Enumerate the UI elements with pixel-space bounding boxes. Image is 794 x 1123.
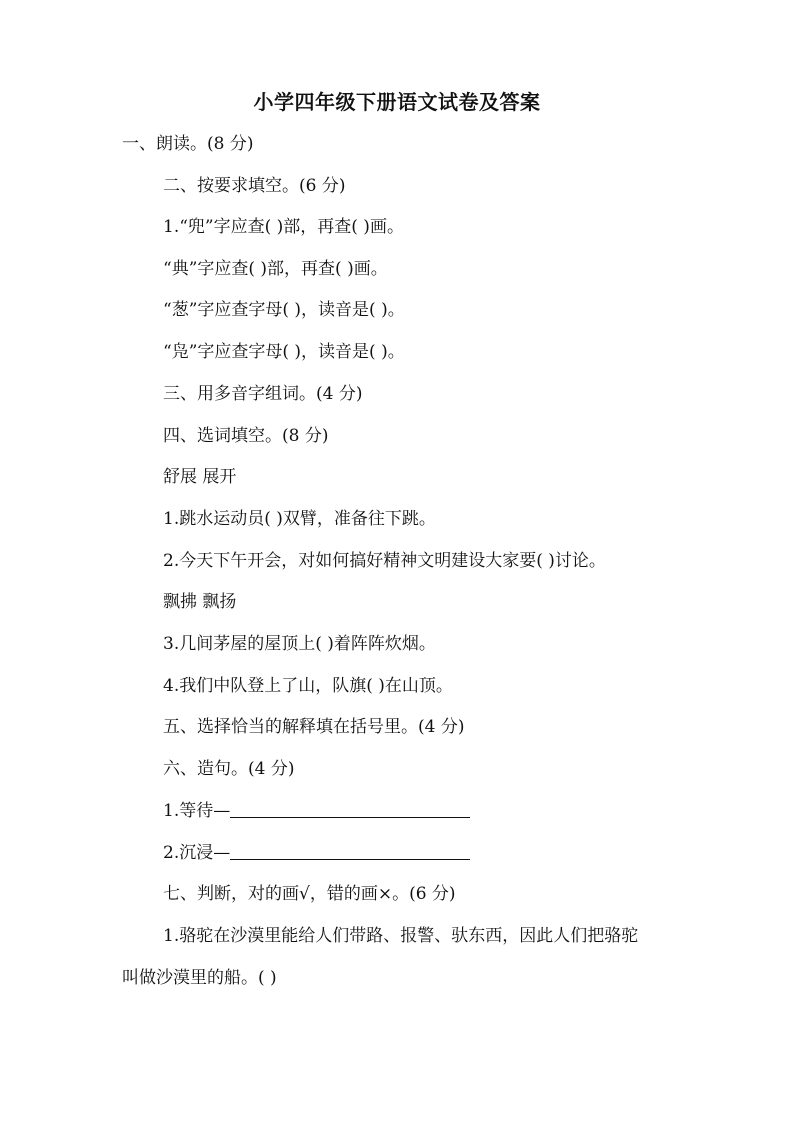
question-6-1 [163,799,470,823]
question-7-1: 1.骆驼在沙漠里能给人们带路、报警、驮东西，因此人们把骆驼 [163,926,639,946]
section-5-explanations: 五、选择恰当的解释填在括号里。(4 分) [163,717,465,737]
section-6-sentences: 六、造句。(4 分) [163,759,295,779]
word-options-1: 舒展 展开 [163,467,237,487]
word-options-2: 飘拂 飘扬 [163,592,237,612]
section-2-fill-in: 二、按要求填空。(6 分) [163,176,346,196]
page-title: 小学四年级下册语文试卷及答案 [253,90,541,114]
question-6-2 [163,841,470,865]
question-4-1: 1.跳水运动员( )双臂，准备往下跳。 [163,509,436,529]
section-4-word-choice: 四、选词填空。(8 分) [163,426,329,446]
question-2-4: “凫”字应查字母( )，读音是( )。 [163,342,405,362]
question-4-3: 3.几间茅屋的屋顶上( )着阵阵炊烟。 [163,634,436,654]
question-6-1-label: 1.等待— [163,801,231,821]
question-4-4: 4.我们中队登上了山，队旗( )在山顶。 [163,676,453,696]
question-4-2: 2.今天下午开会，对如何搞好精神文明建设大家要( )讨论。 [163,551,606,571]
answer-blank [230,801,470,818]
question-2-3: “葱”字应查字母( )，读音是( )。 [163,300,405,320]
section-1-reading: 一、朗读。(8 分) [122,134,254,154]
question-2-2: “典”字应查( )部，再查( )画。 [163,259,388,279]
section-3-polyphones: 三、用多音字组词。(4 分) [163,384,363,404]
question-7-1-continued: 叫做沙漠里的船。( ) [122,968,277,988]
question-2-1: 1.“兜”字应查( )部，再查( )画。 [163,217,404,237]
answer-blank [230,843,470,860]
section-7-true-false: 七、判断，对的画√，错的画×。(6 分) [163,884,456,904]
question-6-2-label: 2.沉浸— [163,843,231,863]
